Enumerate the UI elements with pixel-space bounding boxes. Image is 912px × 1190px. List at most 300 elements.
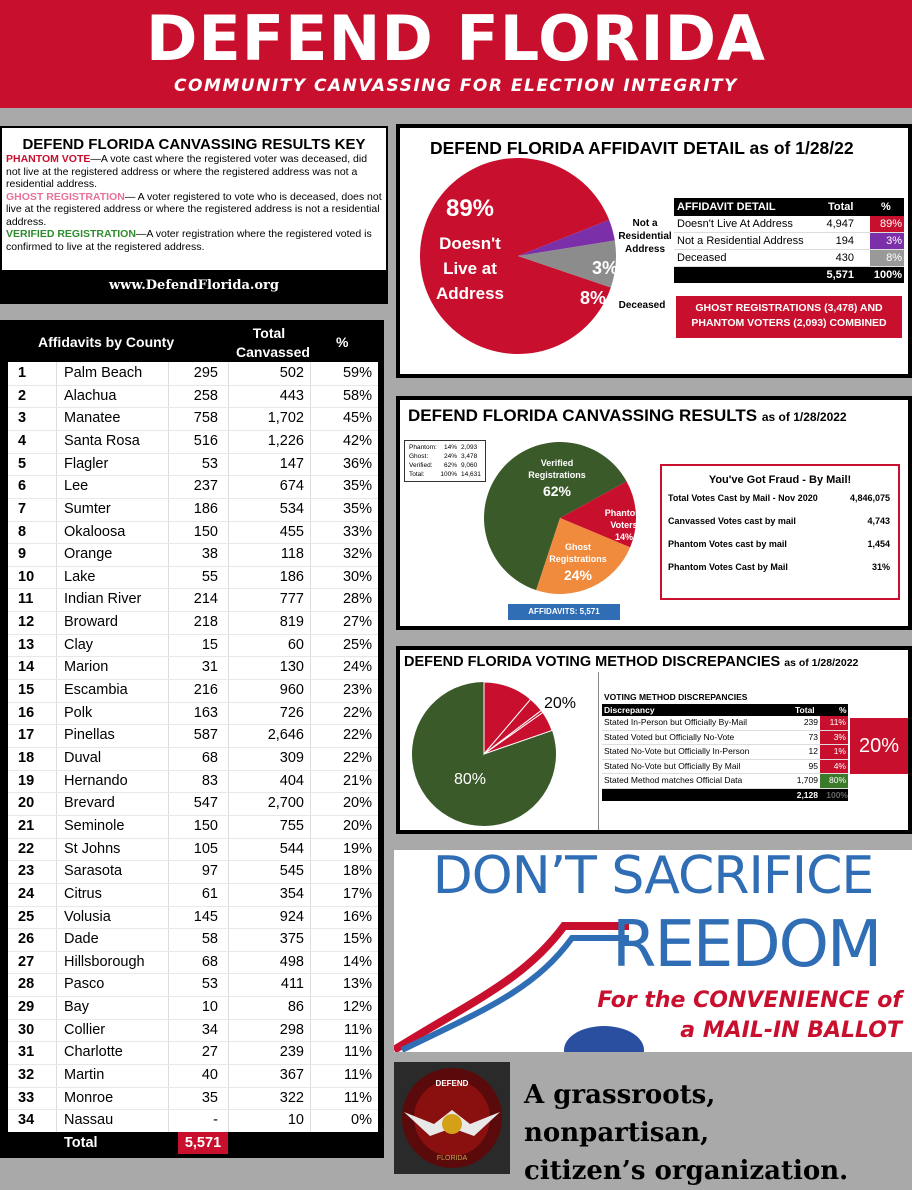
county-affidavits: 10 <box>201 999 218 1016</box>
county-canvassed: 60 <box>287 636 304 653</box>
county-row <box>8 996 378 1019</box>
legend-count: 14,631 <box>461 471 481 478</box>
legend-row <box>409 452 481 461</box>
county-canvassed: 86 <box>287 999 304 1016</box>
af-row-pct: 8% <box>870 250 904 266</box>
county-pct: 27% <box>342 614 372 631</box>
county-affidavits: 55 <box>201 568 218 585</box>
county-name: Indian River <box>64 591 142 608</box>
county-pct: 25% <box>342 636 372 653</box>
county-canvassed: 309 <box>279 750 304 766</box>
fraud-label: Phantom Votes cast by mail <box>668 539 787 549</box>
county-pct: 58% <box>342 387 372 404</box>
disc-row-label: Stated No-Vote but Officially In-Person <box>604 746 750 756</box>
county-pct: 59% <box>342 365 372 381</box>
county-pct: 18% <box>342 863 372 880</box>
disc-table-header <box>602 704 848 716</box>
county-table-panel <box>0 320 384 1158</box>
county-name: Pinellas <box>64 727 115 744</box>
fraud-row <box>662 510 898 532</box>
county-row <box>8 453 378 476</box>
county-affidavits: 214 <box>193 591 218 608</box>
fraud-value: 4,743 <box>867 516 890 526</box>
header-total-line1: Total <box>252 325 286 341</box>
county-affidavits: 150 <box>193 817 218 834</box>
affidavit-table <box>674 198 904 283</box>
county-affidavits: 216 <box>193 682 218 699</box>
county-rank: 21 <box>18 817 35 834</box>
county-affidavits: 83 <box>201 772 218 789</box>
county-name: Broward <box>64 614 118 631</box>
county-name: Hillsborough <box>64 953 145 970</box>
fraud-by-mail-box <box>660 464 900 600</box>
total-label: Total <box>64 1135 98 1151</box>
dh-disc: Discrepancy <box>604 705 655 715</box>
af-row-total: 4,947 <box>826 218 854 230</box>
county-name: Flagler <box>64 455 109 472</box>
legend-name: Total: <box>409 471 425 478</box>
county-row <box>8 1064 378 1087</box>
phantom-term: PHANTOM VOTE <box>6 153 91 165</box>
disc-row-pct: 80% <box>820 774 848 788</box>
county-rank: 7 <box>18 500 27 517</box>
county-row <box>8 747 378 770</box>
county-rank: 23 <box>18 863 35 880</box>
affidavit-table-sum <box>674 267 904 283</box>
county-rank: 10 <box>18 568 35 585</box>
disc-row-pct: 3% <box>820 731 848 745</box>
disc-row-total: 95 <box>808 760 818 771</box>
county-canvassed: 411 <box>280 976 304 993</box>
disc-table-sum <box>602 789 848 801</box>
county-canvassed: 726 <box>279 704 304 721</box>
county-row <box>8 906 378 929</box>
fraud-label: Canvassed Votes cast by mail <box>668 516 796 526</box>
county-name: Sumter <box>64 500 111 517</box>
af-row-label: Not a Residential Address <box>677 235 804 247</box>
county-row <box>8 679 378 702</box>
verified-term: VERIFIED REGISTRATION <box>6 228 136 240</box>
county-name: Alachua <box>64 387 117 404</box>
county-row <box>8 656 378 679</box>
county-affidavits: 516 <box>193 432 218 449</box>
county-affidavits: 295 <box>193 365 218 381</box>
county-pct: 30% <box>342 568 372 585</box>
county-row <box>8 1019 378 1042</box>
county-pct: 11% <box>344 1067 372 1084</box>
county-pct: 12% <box>342 999 372 1016</box>
pie-label-line3: Address <box>435 284 505 303</box>
county-name: Marion <box>64 659 109 676</box>
county-affidavits: 163 <box>193 704 218 721</box>
discrepancies-panel <box>396 646 912 834</box>
county-name: Clay <box>64 636 94 653</box>
county-canvassed: 674 <box>279 478 304 495</box>
county-rank: 20 <box>18 795 35 812</box>
disc-table <box>602 704 848 801</box>
gho-l2: Registrations <box>549 554 607 564</box>
page-title: DEFEND FLORIDA <box>145 2 767 75</box>
fraud-row <box>662 556 898 578</box>
legend-row <box>409 470 481 479</box>
county-canvassed: 502 <box>279 365 304 381</box>
county-canvassed: 819 <box>279 614 304 631</box>
total-value: 5,571 <box>178 1132 228 1154</box>
county-name: Lee <box>64 478 89 495</box>
legend-count: 9,060 <box>461 462 478 469</box>
dc-sum-total: 2,128 <box>796 789 818 800</box>
phantom-definition: —A vote cast where the registered voter was deceased, did not live at the registered address or where the registered address was not a residential address. <box>6 153 368 190</box>
county-affidavits: 145 <box>193 908 218 925</box>
county-row <box>8 973 378 996</box>
county-canvassed: 924 <box>279 908 304 925</box>
county-affidavits: 58 <box>201 931 218 948</box>
disc-row <box>602 716 848 731</box>
legend-row <box>409 461 481 470</box>
key-verified <box>2 228 386 253</box>
county-name: Seminole <box>64 817 125 834</box>
county-row <box>8 1087 378 1110</box>
pie-label-line1: Doesn't <box>439 234 501 253</box>
affidavit-detail-panel <box>396 124 912 378</box>
county-rank: 34 <box>18 1112 35 1129</box>
key-ghost <box>2 191 386 229</box>
county-row <box>8 362 378 385</box>
county-pct: 20% <box>342 795 372 812</box>
label-deceased: Deceased <box>618 300 666 311</box>
county-canvassed: 498 <box>279 953 304 970</box>
county-pct: 28% <box>342 591 372 608</box>
logo-top-text: DEFEND <box>435 1079 469 1088</box>
pie-label-89: 89% <box>445 195 495 222</box>
disc-row <box>602 760 848 775</box>
county-rank: 3 <box>18 410 27 427</box>
disc-row-pct: 11% <box>820 716 848 730</box>
ver-l1: Verified <box>540 458 574 468</box>
county-pct: 0% <box>351 1112 372 1129</box>
county-rank: 4 <box>18 432 27 449</box>
label-not-res-3: Address <box>624 244 666 255</box>
website-link[interactable]: www.DefendFlorida.org <box>108 278 279 293</box>
county-row <box>8 951 378 974</box>
canvassing-results-panel <box>396 396 912 630</box>
legend-name: Verified: <box>409 462 433 469</box>
county-canvassed: 186 <box>279 568 304 585</box>
county-canvassed: 777 <box>279 591 304 608</box>
key-title: DEFEND FLORIDA CANVASSING RESULTS KEY <box>22 136 366 153</box>
county-name: Monroe <box>64 1089 114 1106</box>
pha-l3: 14% <box>614 532 634 542</box>
logo-bottom-text: FLORIDA <box>436 1155 468 1162</box>
county-affidavits: 218 <box>193 614 218 631</box>
county-canvassed: 960 <box>279 682 304 699</box>
county-canvassed: 147 <box>279 455 304 472</box>
county-row <box>8 430 378 453</box>
county-rank: 6 <box>18 478 27 495</box>
pie-label-line2: Live at <box>443 259 497 278</box>
county-row <box>8 724 378 747</box>
county-row <box>8 498 378 521</box>
disc-row-total: 73 <box>808 731 818 742</box>
county-pct: 17% <box>342 885 372 902</box>
disc-row-total: 12 <box>808 746 818 756</box>
legend-count: 3,478 <box>461 453 478 460</box>
results-legend <box>404 440 486 482</box>
disc-row-total: 1,709 <box>796 775 818 785</box>
county-rank: 19 <box>18 772 35 789</box>
af-row-label: Doesn't Live At Address <box>677 218 793 230</box>
county-pct: 11% <box>344 1044 372 1061</box>
dont-sacrifice-banner <box>394 850 912 1052</box>
af-sum-pct: 100% <box>873 269 902 281</box>
af-sum-total: 5,571 <box>826 269 854 281</box>
disc-row <box>602 774 848 789</box>
county-row <box>8 838 378 861</box>
ver-l3: 62% <box>542 483 572 499</box>
county-rank: 8 <box>18 523 27 540</box>
af-row-label: Deceased <box>677 252 727 264</box>
county-rank: 26 <box>18 931 35 948</box>
county-rank: 28 <box>18 976 35 993</box>
page-subtitle: COMMUNITY CANVASSING FOR ELECTION INTEGRITY <box>174 76 738 96</box>
county-affidavits: 186 <box>193 500 218 517</box>
county-name: Dade <box>64 931 99 948</box>
affidavit-row <box>674 250 904 267</box>
results-title <box>408 406 847 426</box>
results-key-panel <box>0 126 388 304</box>
county-pct: 35% <box>342 500 372 517</box>
county-name: Orange <box>64 546 113 563</box>
county-rank: 30 <box>18 1021 35 1038</box>
county-rank: 29 <box>18 999 35 1016</box>
county-pct: 35% <box>342 478 372 495</box>
county-table-header-total <box>236 324 310 362</box>
county-affidavits: - <box>213 1112 218 1129</box>
county-name: Manatee <box>64 410 121 427</box>
pie-label-3: 3% <box>591 258 619 278</box>
ah-pct: % <box>881 201 891 213</box>
county-pct: 36% <box>342 455 372 472</box>
county-canvassed: 2,646 <box>267 727 304 744</box>
disc-table-title: VOTING METHOD DISCREPANCIES <box>604 692 748 702</box>
county-table-header-affidavits: Affidavits by County <box>38 334 175 350</box>
county-affidavits: 38 <box>201 546 218 563</box>
county-pct: 16% <box>342 908 372 925</box>
county-row <box>8 860 378 883</box>
county-pct: 22% <box>342 704 372 721</box>
pha-l2: Voters <box>610 520 638 530</box>
county-canvassed: 455 <box>279 523 304 540</box>
county-affidavits: 105 <box>193 840 218 857</box>
county-affidavits: 68 <box>201 953 218 970</box>
county-row <box>8 928 378 951</box>
county-rank: 13 <box>18 636 35 653</box>
county-affidavits: 237 <box>193 478 218 495</box>
county-affidavits: 35 <box>201 1089 218 1106</box>
pie-label-8: 8% <box>579 288 607 308</box>
county-affidavits: 27 <box>201 1044 218 1061</box>
county-table <box>8 362 378 1154</box>
ghost-phantom-combined-box: GHOST REGISTRATIONS (3,478) AND PHANTOM VOTERS (2,093) COMBINED <box>676 296 902 338</box>
county-name: Bay <box>64 999 89 1016</box>
banner-line3: For the CONVENIENCE of <box>597 988 902 1013</box>
county-row <box>8 475 378 498</box>
banner-line2: REEDOM <box>612 908 881 982</box>
county-affidavits: 587 <box>193 727 218 744</box>
county-pct: 32% <box>342 546 372 563</box>
legend-pct: 100% <box>440 471 457 478</box>
fraud-value: 4,846,075 <box>849 493 890 503</box>
county-rank: 1 <box>18 365 27 381</box>
county-table-header-pct: % <box>336 334 349 350</box>
county-rank: 11 <box>18 591 34 608</box>
header-total-line2: Canvassed <box>236 344 310 360</box>
fraud-row <box>662 533 898 555</box>
county-canvassed: 2,700 <box>267 795 304 812</box>
affidavit-row <box>674 216 904 233</box>
ghost-definition: — A voter registered to vote who is deceased, does not live at the registered address or where the registered address is not a residential address. <box>6 190 382 228</box>
dh-pct: % <box>839 705 847 715</box>
af-row-pct: 3% <box>870 233 904 249</box>
affidavit-row <box>674 233 904 250</box>
af-row-pct: 89% <box>870 216 904 232</box>
county-rank: 9 <box>18 546 27 563</box>
county-rank: 31 <box>18 1044 35 1061</box>
county-canvassed: 367 <box>279 1067 304 1084</box>
county-rank: 22 <box>18 840 35 857</box>
county-name: Pasco <box>64 976 105 993</box>
pha-l1: Phantom <box>604 508 644 518</box>
county-rank: 18 <box>18 750 35 766</box>
county-affidavits: 15 <box>201 636 218 653</box>
fraud-title: You've Got Fraud - By Mail! <box>708 474 852 486</box>
fraud-row <box>662 487 898 509</box>
county-canvassed: 1,702 <box>267 410 304 427</box>
county-rank: 24 <box>18 885 35 902</box>
county-canvassed: 10 <box>287 1112 304 1129</box>
disc-label-80: 80% <box>453 771 487 788</box>
ah-total: Total <box>828 201 854 213</box>
af-row-total: 194 <box>835 235 854 247</box>
results-pie <box>480 430 650 606</box>
disc-row-total: 239 <box>803 717 818 727</box>
county-row <box>8 566 378 589</box>
affidavits-badge: AFFIDAVITS: 5,571 <box>508 604 620 620</box>
county-pct: 42% <box>342 432 372 449</box>
fraud-label: Phantom Votes Cast by Mail <box>668 562 788 572</box>
county-name: Brevard <box>64 795 115 812</box>
disc-row-pct: 4% <box>820 760 848 774</box>
county-name: Collier <box>64 1021 106 1038</box>
county-pct: 21% <box>342 772 372 789</box>
disc-row-label: Stated In-Person but Officially By-Mail <box>604 717 747 727</box>
county-rank: 12 <box>18 614 35 631</box>
county-name: Volusia <box>64 908 111 925</box>
eagle-seal-icon <box>394 1062 510 1174</box>
fraud-value: 31% <box>871 562 890 572</box>
county-row <box>8 702 378 725</box>
county-canvassed: 298 <box>279 1021 304 1038</box>
fraud-value: 1,454 <box>867 539 890 549</box>
county-affidavits: 31 <box>201 659 218 676</box>
county-row <box>8 792 378 815</box>
county-name: Palm Beach <box>64 365 143 381</box>
disc-title <box>404 654 858 670</box>
county-row <box>8 1109 378 1132</box>
county-rank: 27 <box>18 953 35 970</box>
county-canvassed: 118 <box>280 546 304 563</box>
dc-sum-pct: 100% <box>826 789 848 800</box>
county-pct: 13% <box>342 976 372 993</box>
county-canvassed: 443 <box>279 387 304 404</box>
county-name: Charlotte <box>64 1044 123 1061</box>
county-row <box>8 1041 378 1064</box>
affidavit-title: DEFEND FLORIDA AFFIDAVIT DETAIL as of 1/28/22 <box>430 138 854 158</box>
defend-florida-logo <box>394 1062 510 1174</box>
county-affidavits: 97 <box>201 863 218 880</box>
county-pct: 11% <box>344 1089 372 1106</box>
county-affidavits: 53 <box>201 455 218 472</box>
disc-row <box>602 731 848 746</box>
county-name: Okaloosa <box>64 523 126 540</box>
disc-pie <box>410 672 600 832</box>
county-affidavits: 547 <box>193 795 218 812</box>
county-canvassed: 404 <box>279 772 304 789</box>
legend-pct: 62% <box>443 462 457 469</box>
county-pct: 20% <box>342 817 372 834</box>
county-row <box>8 543 378 566</box>
legend-name: Phantom: <box>409 444 437 451</box>
fraud-label: Total Votes Cast by Mail - Nov 2020 <box>668 493 818 503</box>
disc-row <box>602 745 848 760</box>
tagline-line2: citizen’s organization. <box>524 1156 849 1186</box>
county-name: Lake <box>64 568 96 585</box>
legend-row <box>409 443 481 452</box>
key-phantom <box>2 153 386 191</box>
banner-line1: DON’T SACRIFICE <box>432 850 874 906</box>
county-name: Polk <box>64 704 93 721</box>
af-row-total: 430 <box>835 252 854 264</box>
county-affidavits: 258 <box>193 387 218 404</box>
county-affidavits: 758 <box>193 410 218 427</box>
legend-pct: 24% <box>443 453 457 460</box>
county-pct: 33% <box>342 523 372 540</box>
county-pct: 11% <box>344 1021 372 1038</box>
county-rank: 14 <box>18 659 35 676</box>
tagline <box>524 1076 904 1190</box>
county-pct: 22% <box>342 750 372 766</box>
county-canvassed: 755 <box>279 817 304 834</box>
county-rank: 25 <box>18 908 35 925</box>
label-not-res-2: Residential <box>618 231 672 242</box>
county-affidavits: 61 <box>201 885 218 902</box>
legend-pct: 14% <box>443 444 457 451</box>
county-row <box>8 634 378 657</box>
affidavit-table-header <box>674 198 904 216</box>
results-title-date: as of 1/28/2022 <box>761 410 847 424</box>
county-row <box>8 883 378 906</box>
county-row <box>8 611 378 634</box>
ver-l2: Registrations <box>528 470 586 480</box>
header-banner <box>0 0 912 108</box>
county-pct: 15% <box>342 931 372 948</box>
dh-total: Total <box>795 705 815 715</box>
county-name: Hernando <box>64 772 128 789</box>
county-canvassed: 375 <box>279 931 304 948</box>
county-affidavits: 68 <box>201 750 218 766</box>
county-rank: 15 <box>18 682 35 699</box>
county-row <box>8 770 378 793</box>
